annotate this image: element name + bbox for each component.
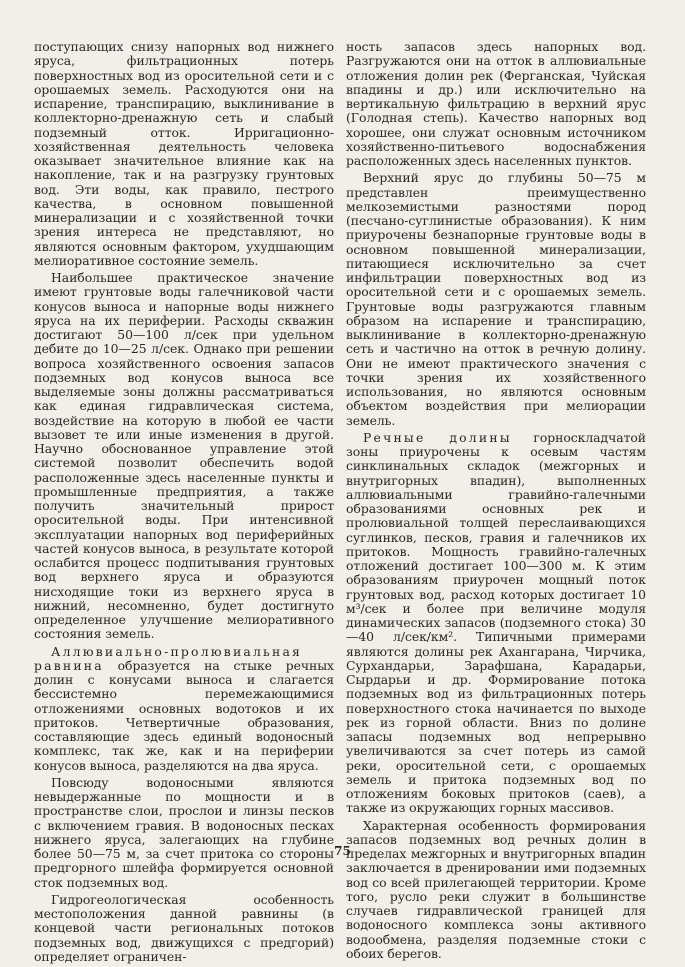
section-term: Аллювиально-пролювиальная равнина	[34, 643, 303, 673]
paragraph-text: образуется на стыке речных долин с конусами выноса и слагается бессистемно перемежающимися отложениями основных водотоков и их притоков. Четвертичные образования, составляющие здесь единый водоносный комплекс, так же, как и на периферии конусов выноса, разделяются на два яруса.	[34, 657, 334, 773]
section-term: Речные долины	[363, 429, 512, 445]
page-number: 75	[334, 844, 351, 858]
paragraph	[34, 645, 334, 773]
paragraph: Характерная особенность формирования запасов подземных вод речных долин в пределах межгорных и внутригорных впадин заключается в дренировании ими подземных вод со всей прилегающей территории. Кроме того, русло реки служит в большинстве случаев гидравлической границей для водоносного комплекса зоны активного водообмена, разделяя подземные стоки с обоих берегов.	[346, 817, 646, 961]
left-column	[34, 40, 334, 967]
right-column	[346, 40, 646, 964]
paragraph-text: горноскладчатой зоны приурочены к осевым частям синклинальных складок (межгорных и внутригорных впадин), выполненных аллювиальными гравийно-галечными образованиями основных рек и пролювиальной толщей переслаивающихся суглинков, песков, гравия и галечников их притоков. Мощность гравийно-галечных отложений достигает 100—300 м. К этим образованиям приурочен мощный поток грунтовых вод, расход которых достигает 10 м³/сек и более при величине модуля динамических запасов (подземного стока) 30—40 л/сек/км². Типичными примерами являются долины рек Ахангарана, Чирчика, Сурхандарьи, Зарафшана, Карадарьи, Сырдарьи и др. Формирование потока подземных вод из фильтрационных потерь поверхностного стока начинается по выходе рек из горной области. Вниз по долине запасы подземных вод непрерывно увеличиваются за счет потерь из самой реки, оросительной сети, с орошаемых земель и притока подземных вод по отложениям боковых притоков (саев), а также из окружающих горных массивов.	[346, 429, 646, 816]
paragraph	[346, 431, 646, 816]
paragraph: Верхний ярус до глубины 50—75 м представлен преимущественно мелкоземистыми разностями пород (песчано-суглинистые образования). К ним приурочены безнапорные грунтовые воды в основном повышенной минерализации, питающиеся исключительно за счет инфильтрации поверхностных вод из оросительной сети и с орошаемых земель. Грунтовые воды разгружаются главным образом на испарение и транспирацию, выклинивание в коллекторно-дренажную сеть и частично на отток в речную долину. Они не имеют практического значения с точки зрения их хозяйственного использования, но являются основным объектом воздействия при мелиорации земель.	[346, 170, 646, 428]
paragraph: Повсюду водоносными являются невыдержанные по мощности и в пространстве слои, прослои и линзы песков с включением гравия. В водоносных песках нижнего яруса, залегающих на глубине более 50—75 м, за счет притока со стороны предгорного шлейфа формируется основной сток подземных вод.	[34, 774, 334, 890]
paragraph: Наибольшее практическое значение имеют грунтовые воды галечниковой части конусов выноса и напорные воды нижнего яруса на их периферии. Расходы скважин достигают 50—100 л/сек при удельном дебите до 10—25 л/сек. Однако при решении вопроса хозяйственного освоения запасов подземных вод конусов выноса все выделяемые зоны должны рассматриваться как единая гидравлическая система, воздействие на которую в любой ее части вызовет те или иные изменения в другой. Научно обоснованное управление этой системой позволит обеспечить водой расположенные здесь населенные пункты и промышленные предприятия, а также получить значительный прирост оросительной воды. При интенсивной эксплуатации напорных вод периферийных частей конусов выноса, в результате которой ослабится процесс подпитывания грунтовых вод верхнего яруса и образуются нисходящие токи из верхнего яруса в нижний, несомненно, будет достигнуто определенное улучшение мелиоративного состояния земель.	[34, 270, 334, 642]
paragraph: Гидрогеологическая особенность местоположения данной равнины (в концевой части региональных потоков подземных вод, движущихся с предгорий) определяет ограничен-	[34, 891, 334, 964]
paragraph: поступающих снизу напорных вод нижнего яруса, фильтрационных потерь поверхностных вод из оросительной сети и с орошаемых земель. Расходуются они на испарение, транспирацию, выклинивание в коллекторно-дренажную сеть и слабый подземный отток. Ирригационно-хозяйственная деятельность человека оказывает значительное влияние как на накопление, так и на разгрузку грунтовых вод. Эти воды, как правило, пестрого качества, в основном повышенной минерализации и с хозяйственной точки зрения интереса не представляют, но являются основным фактором, ухудшающим мелиоративное состояние земель.	[34, 39, 334, 268]
paragraph: ность запасов здесь напорных вод. Разгружаются они на отток в аллювиальные отложения долин рек (Ферганская, Чуйская впадины и др.) или исключительно на вертикальную фильтрацию в верхний ярус (Голодная степь). Качество напорных вод хорошее, они служат основным источником хозяйственно-питьевого водоснабжения расположенных здесь населенных пунктов.	[346, 39, 646, 168]
